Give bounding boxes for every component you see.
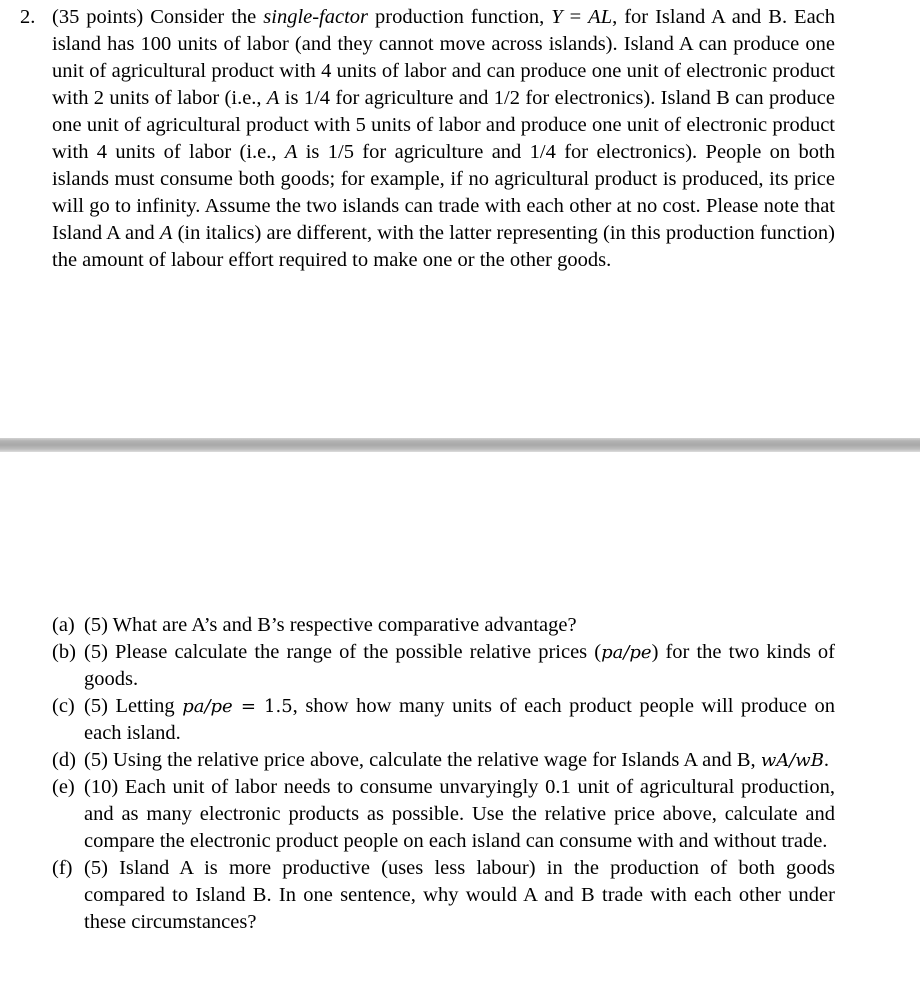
question-number: 2. — [20, 6, 36, 28]
part-d: (d) (5) Using the relative price above, calculate the relative wage for Islands A and B, wA/wB. — [52, 747, 835, 774]
part-a: (a) (5) What are A’s and B’s respective comparative advantage? — [52, 612, 835, 639]
italic-term: single-factor — [263, 6, 369, 28]
part-label: (f) — [52, 857, 73, 879]
formula-al: AL — [588, 6, 613, 28]
question-text: (35 points) Consider the single-factor production function, Y = AL, for Island A and B. Each island has 100 units of labor (and they cannot move across islands). Island A can produce one unit of agricultural product with 4 units of labor and can produce one unit of electronic product with 2 units of labor (i.e., A is 1/4 for agriculture and 1/2 for electronics). Island B can produce one unit of agricultural product with 5 units of labor and produce one unit of electronic product with 4 units of labor (i.e., A is 1/5 for agriculture and 1/4 for electronics). People on both islands must consume both goods; for example, if no agricultural product is produced, its price will go to infinity. Assume the two islands can trade with each other at no cost. Please note that Island A and A (in italics) are different, with the latter representing (in this production function) the amount of labour effort required to make one or the other goods. — [52, 6, 836, 271]
part-c: (c) (5) Letting pa/pe = 1.5, show how many units of each product people will produce on each island. — [52, 695, 835, 744]
part-label: (c) — [52, 695, 75, 717]
part-label: (a) — [52, 614, 75, 636]
question-parts — [52, 612, 835, 936]
part-label: (b) — [52, 641, 76, 663]
math-equals: = 1.5 — [232, 696, 293, 717]
formula-y: Y — [551, 6, 563, 28]
math-price-ratio: pa/pe — [601, 642, 652, 663]
part-f: (f) (5) Island A is more productive (uses less labour) in the production of both goods compared to Island B. In one sentence, why would A and B trade with each other under these circumstances? — [52, 857, 835, 933]
part-label: (d) — [52, 749, 76, 771]
math-wage-ratio: wA/wB — [760, 750, 824, 771]
part-label: (e) — [52, 776, 75, 798]
part-e: (e) (10) Each unit of labor needs to consume unvaryingly 0.1 unit of agricultural production, and as many electronic products as possible. Use the relative price above, calculate and compare the electronic product people on each island can consume with and without trade. — [52, 776, 835, 852]
part-b: (b) (5) Please calculate the range of the possible relative prices (pa/pe) for the two kinds of goods. — [52, 641, 835, 690]
question-block — [20, 4, 835, 274]
math-price-ratio: pa/pe — [182, 696, 233, 717]
page-separator — [0, 438, 920, 452]
